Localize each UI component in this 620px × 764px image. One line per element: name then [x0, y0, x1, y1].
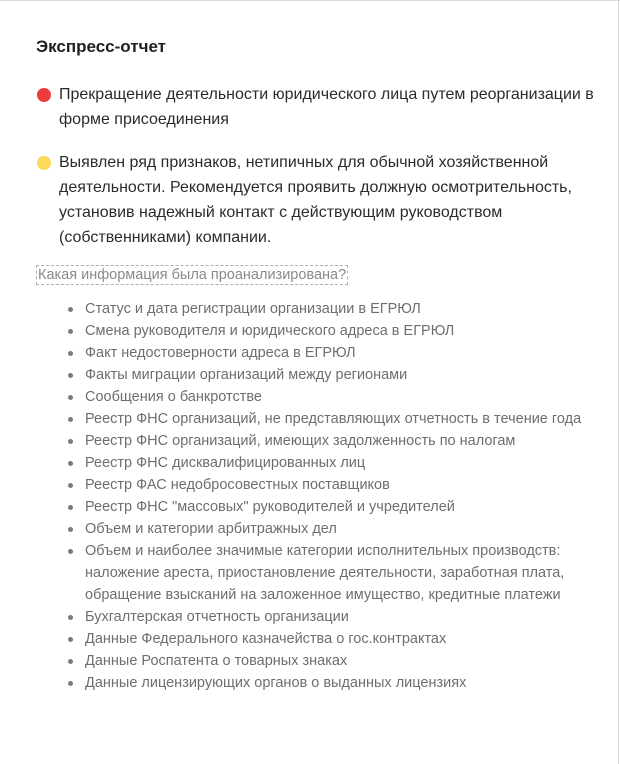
source-text: Объем и наиболее значимые категории исполнительных производств: наложение ареста, приостановление деятельности, заработная плата, обращение взысканий на заложенное имущество, кредитные платежи — [85, 543, 565, 603]
analyzed-sources-list — [68, 298, 605, 694]
bullet-icon — [68, 461, 73, 466]
alerts-list — [36, 82, 596, 268]
source-list-item — [85, 364, 605, 386]
source-list-item — [85, 320, 605, 342]
source-list-item — [85, 298, 605, 320]
bullet-icon — [68, 351, 73, 356]
bullet-icon — [68, 373, 73, 378]
bullet-icon — [68, 307, 73, 312]
bullet-icon — [68, 637, 73, 642]
source-list-item — [85, 386, 605, 408]
source-text: Бухгалтерская отчетность организации — [85, 609, 349, 625]
source-list-item — [85, 430, 605, 452]
bullet-icon — [68, 681, 73, 686]
alert-item-red — [36, 82, 596, 132]
bullet-icon — [68, 483, 73, 488]
source-list-item — [85, 672, 605, 694]
bullet-icon — [68, 615, 73, 620]
source-text: Данные лицензирующих органов о выданных лицензиях — [85, 675, 467, 691]
source-text: Данные Роспатента о товарных знаках — [85, 653, 348, 669]
source-text: Смена руководителя и юридического адреса в ЕГРЮЛ — [85, 323, 455, 339]
alert-text: Выявлен ряд признаков, нетипичных для обычной хозяйственной деятельности. Рекомендуется проявить должную осмотрительность, установив надежный контакт с действующим руководством (собственниками) компании. — [59, 154, 572, 246]
source-text: Данные Федерального казначейства о гос.контрактах — [85, 631, 447, 647]
source-list-item — [85, 342, 605, 364]
bullet-icon — [68, 527, 73, 532]
source-list-item — [85, 540, 605, 606]
source-list-item — [85, 496, 605, 518]
report-title: Экспресс-отчет — [36, 37, 166, 56]
source-text: Факты миграции организаций между регионами — [85, 367, 408, 383]
source-text: Статус и дата регистрации организации в ЕГРЮЛ — [85, 301, 421, 317]
bullet-icon — [68, 439, 73, 444]
bullet-icon — [68, 417, 73, 422]
source-text: Реестр ФНС "массовых" руководителей и учредителей — [85, 499, 455, 515]
source-text: Реестр ФНС организаций, не представляющих отчетность в течение года — [85, 411, 582, 427]
source-list-item — [85, 452, 605, 474]
yellow-status-dot-icon — [37, 156, 51, 170]
alert-item-yellow — [36, 150, 596, 250]
alert-text: Прекращение деятельности юридического лица путем реорганизации в форме присоединения — [59, 86, 594, 128]
source-text: Реестр ФНС организаций, имеющих задолженность по налогам — [85, 433, 516, 449]
source-text: Реестр ФНС дисквалифицированных лиц — [85, 455, 366, 471]
source-list-item — [85, 474, 605, 496]
bullet-icon — [68, 505, 73, 510]
source-text: Объем и категории арбитражных дел — [85, 521, 337, 537]
top-divider — [0, 0, 620, 1]
bullet-icon — [68, 549, 73, 554]
analyzed-info-link[interactable]: Какая информация была проанализирована? — [38, 267, 347, 283]
source-list-item — [85, 650, 605, 672]
bullet-icon — [68, 395, 73, 400]
source-list-item — [85, 628, 605, 650]
red-status-dot-icon — [37, 88, 51, 102]
source-list-item — [85, 606, 605, 628]
bullet-icon — [68, 659, 73, 664]
source-text: Сообщения о банкротстве — [85, 389, 262, 405]
source-text: Факт недостоверности адреса в ЕГРЮЛ — [85, 345, 356, 361]
source-text: Реестр ФАС недобросовестных поставщиков — [85, 477, 390, 493]
bullet-icon — [68, 329, 73, 334]
source-list-item — [85, 518, 605, 540]
source-list-item — [85, 408, 605, 430]
